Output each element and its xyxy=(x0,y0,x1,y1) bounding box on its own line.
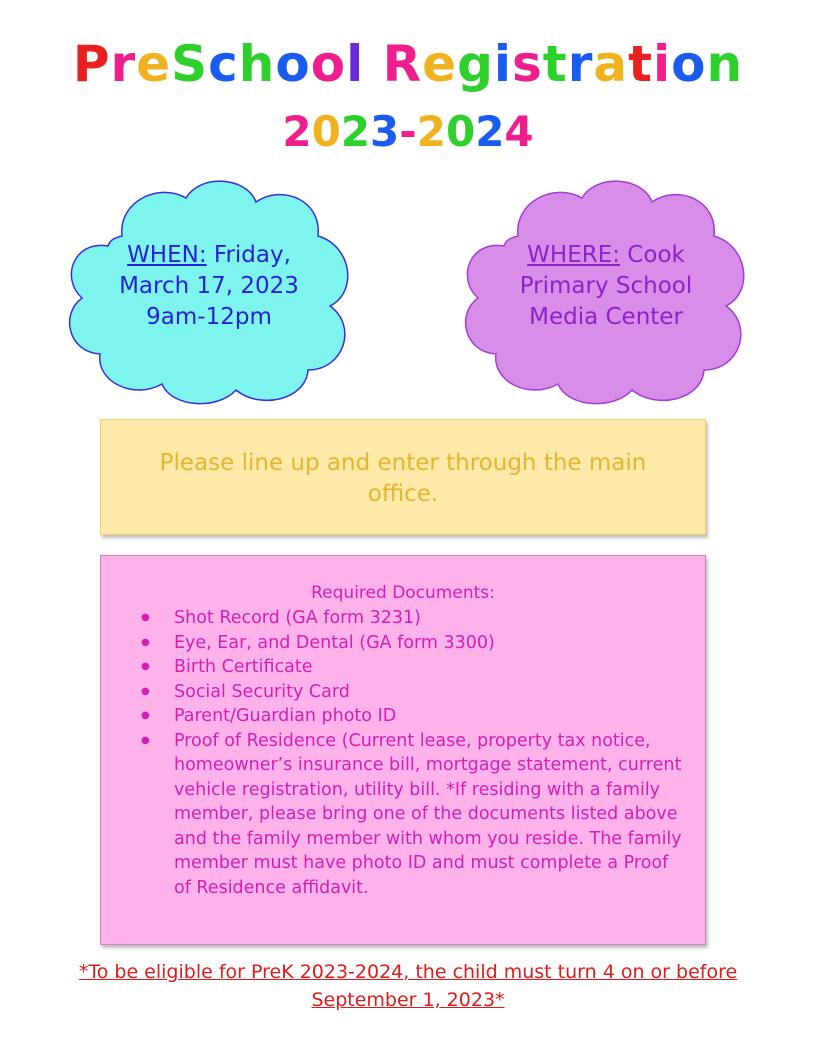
title-letter: l xyxy=(346,35,365,93)
document-item: ● Eye, Ear, and Dental (GA form 3300) xyxy=(139,631,687,656)
when-day: Friday, xyxy=(206,242,291,268)
when-label: WHEN: xyxy=(127,242,207,268)
when-date: March 17, 2023 xyxy=(119,273,299,299)
title-letter: i xyxy=(653,35,672,93)
eligibility-note: *To be eligible for PreK 2023-2024, the child must turn 4 on or before September 1, 2023* xyxy=(78,961,738,1011)
year-digit: 0 xyxy=(445,107,476,156)
when-info xyxy=(100,240,318,333)
where-label: WHERE: xyxy=(527,242,620,268)
page-title xyxy=(0,32,816,96)
title-letter: o xyxy=(275,35,311,93)
year-digit: 2 xyxy=(282,107,312,156)
required-documents-box xyxy=(100,555,706,945)
year-digit: 4 xyxy=(504,107,534,156)
title-letter: S xyxy=(171,35,209,93)
year-digit: 2 xyxy=(340,107,371,156)
title-letter: o xyxy=(671,35,707,93)
year-digit: 0 xyxy=(311,107,341,156)
year-digit: 2 xyxy=(416,107,446,156)
title-letter: t xyxy=(628,35,654,93)
title-letter: s xyxy=(512,35,543,93)
title-letter: e xyxy=(422,35,458,93)
title-letter: r xyxy=(567,35,594,93)
document-item: ● Birth Certificate xyxy=(139,655,687,680)
where-school-line2: Primary School xyxy=(519,273,693,299)
title-letter: c xyxy=(208,35,239,93)
title-letter xyxy=(364,32,382,96)
title-letter: a xyxy=(593,35,629,93)
document-item: ● Proof of Residence (Current lease, property tax notice, homeowner’s insurance bill, mortgage statement, current vehicle registration, utility bill. *If residing with a family member, please bring one of the documents listed above and the family member with whom you reside. The family member must have photo ID and must complete a Proof of Residence affidavit. xyxy=(139,729,687,901)
where-room: Media Center xyxy=(529,304,683,330)
title-letter: n xyxy=(706,35,744,93)
document-item: ● Social Security Card xyxy=(139,680,687,705)
required-documents-heading: Required Documents: xyxy=(311,583,495,603)
title-letter: o xyxy=(310,35,347,93)
document-item: ● Shot Record (GA form 3231) xyxy=(139,606,687,631)
title-letter: P xyxy=(72,35,111,93)
when-time: 9am-12pm xyxy=(146,304,272,330)
where-info xyxy=(486,240,726,333)
where-school: Cook xyxy=(620,242,685,268)
document-item: ● Parent/Guardian photo ID xyxy=(139,704,687,729)
entry-note-box xyxy=(100,419,706,535)
title-letter: e xyxy=(136,35,172,93)
title-letter: R xyxy=(382,35,423,93)
year-digit: - xyxy=(399,107,417,156)
year-digit: 2 xyxy=(475,107,505,156)
title-letter: h xyxy=(238,35,276,93)
title-letter: i xyxy=(493,35,513,93)
title-letter: r xyxy=(110,35,137,93)
school-year xyxy=(0,104,816,160)
title-letter: t xyxy=(542,35,568,93)
title-letter: g xyxy=(457,35,494,93)
year-digit: 3 xyxy=(370,107,400,156)
required-documents-list xyxy=(139,606,687,900)
entry-note: Please line up and enter through the main office. xyxy=(159,450,647,507)
